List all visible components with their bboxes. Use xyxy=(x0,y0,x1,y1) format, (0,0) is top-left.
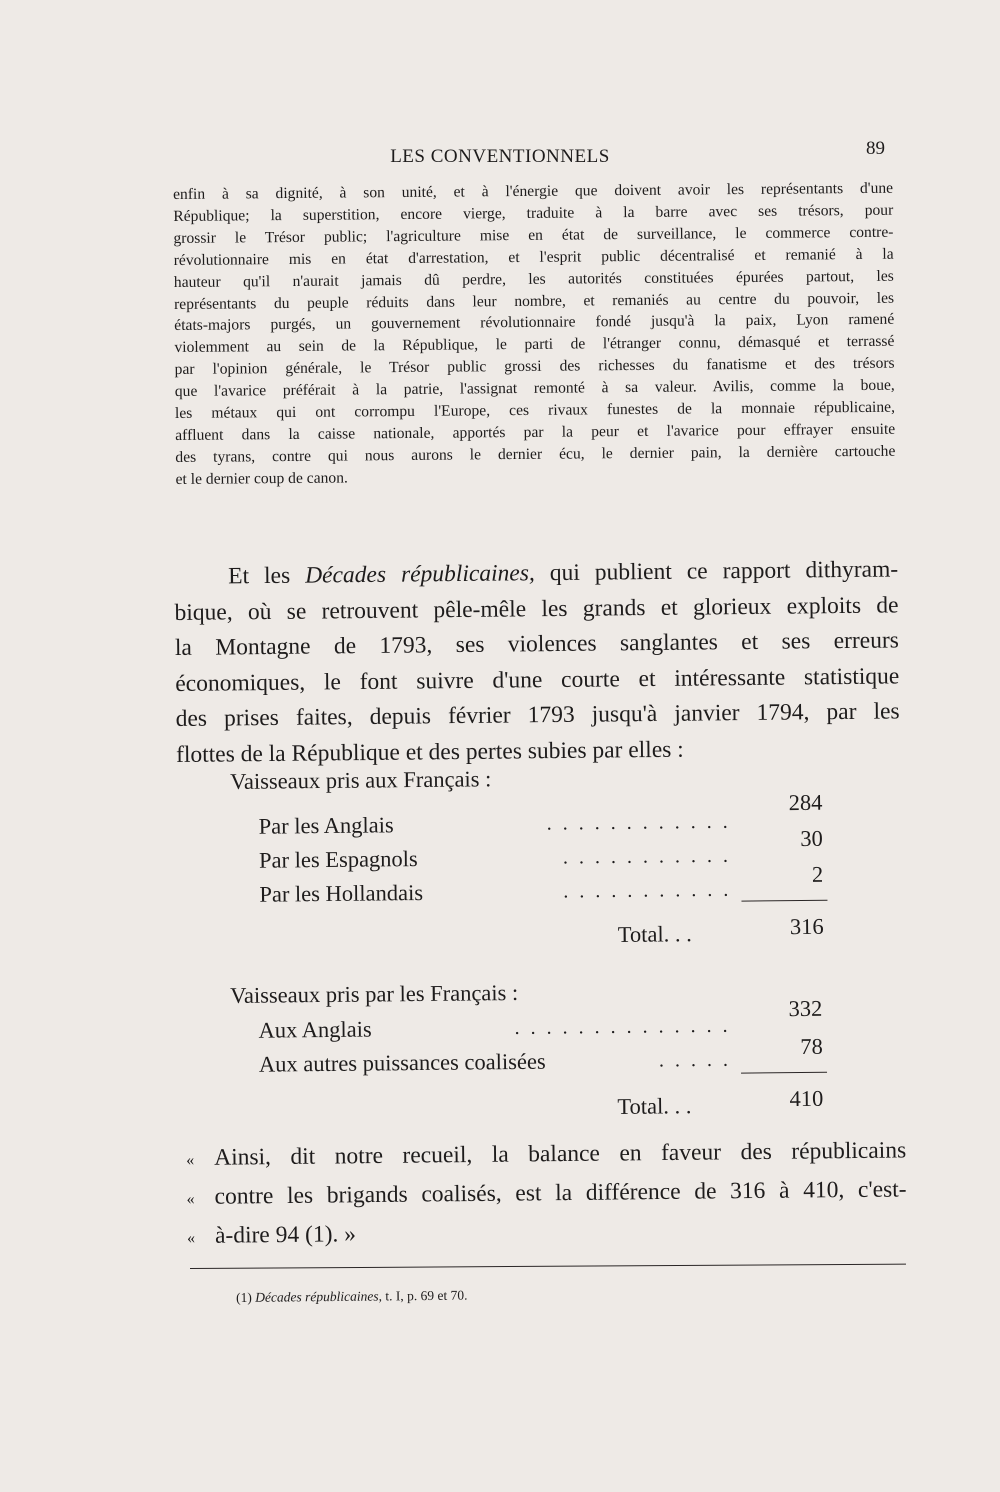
leader-dots: . . . . . . . . . . . xyxy=(563,878,732,903)
text-line: économiques, le font suivre d'une courte et intéressante statistique xyxy=(175,662,900,697)
text-line: flottes de la République et des pertes subies par elles : xyxy=(175,736,684,768)
row-value: 30 xyxy=(800,825,823,852)
text-line: violemment au sein de la République, le parti de l'étranger connu, démasqué et terrassé xyxy=(174,333,895,357)
row-value: 78 xyxy=(800,1033,823,1060)
table-row xyxy=(231,861,871,912)
text-line: révolutionnaire mis en état d'arrestation, et l'esprit public décentralisé et remanié à la xyxy=(173,245,894,269)
table-heading: Vaisseaux pris aux Français : xyxy=(230,766,492,794)
text-line: représentants du peuple réduits dans leur nombre, et remaniés au centre du pouvoir, les xyxy=(173,289,895,313)
row-label: Par les Anglais xyxy=(258,812,394,839)
text-line: enfin à sa dignité, à son unité, et à l'énergie que doivent avoir les représentants d'une xyxy=(173,179,894,203)
leader-dots: . . . . . . . . . . . xyxy=(562,844,732,869)
text-line: République; la superstition, encore vierge, traduite à la barre avec ses trésors, pour xyxy=(173,201,894,225)
text-line: par l'opinion générale, le Trésor public grossi des richesses du fanatisme et des trésors xyxy=(174,354,895,379)
text-line: les métaux qui ont corrompu l'Europe, ces rivaux funestes de la monnaie républicaine, xyxy=(174,398,896,423)
row-label: Par les Hollandais xyxy=(259,879,424,907)
total-value: 410 xyxy=(789,1085,824,1112)
total-label: Total. . . xyxy=(617,1093,692,1119)
table-heading: Vaisseaux pris par les Français : xyxy=(230,979,519,1008)
text-line: des tyrans, contre qui nous aurons le dernier écu, le dernier pain, la dernière cartouche xyxy=(175,442,896,466)
footnote-marker: (1) xyxy=(236,1289,252,1305)
text-line: états-majors purgés, un gouvernement révolutionnaire fondé jusqu'à la paix, Lyon ramené xyxy=(174,311,895,335)
main-paragraph xyxy=(174,552,900,773)
total-label: Total. . . xyxy=(617,921,692,947)
text-line: « Ainsi, dit notre recueil, la balance en faveur des républicains xyxy=(186,1132,906,1179)
footnote-divider xyxy=(190,1264,906,1269)
table-row xyxy=(231,1033,871,1082)
quote-mark: « xyxy=(186,1190,195,1208)
total-value: 316 xyxy=(789,913,824,940)
total-row xyxy=(231,1087,871,1128)
leader-dots: . . . . . . . . . . . . . . xyxy=(514,1014,731,1040)
text-line: « à-dire 94 (1). » xyxy=(187,1210,907,1257)
leader-dots: . . . . . xyxy=(658,1048,731,1072)
sum-rule xyxy=(741,900,827,902)
footnote-source-title: Décades républicaines, xyxy=(255,1288,382,1305)
running-title: LES CONVENTIONNELS xyxy=(390,146,610,167)
row-value: 2 xyxy=(811,861,824,887)
page-number: 89 xyxy=(866,138,885,159)
italic-title: Décades républicaines, xyxy=(305,560,535,589)
footnote-reference: t. I, p. 69 et 70. xyxy=(381,1287,468,1304)
text-line: « contre les brigands coalisés, est la différence de 316 à 410, c'est- xyxy=(186,1171,906,1218)
text-line: que l'avarice préférait à la patrie, l'assignat remonté à sa valeur. Avilis, comme la boue, xyxy=(174,376,895,401)
text-line: grossir le Trésor public; l'agriculture mise en état de surveillance, le commerce contre- xyxy=(173,223,894,247)
row-label: Par les Espagnols xyxy=(258,846,418,873)
row-value: 284 xyxy=(788,789,823,816)
text-line: affluent dans la caisse nationale, apportés par la peur et l'avarice pour effrayer ensuite xyxy=(175,420,896,444)
quote-mark: « xyxy=(186,1151,195,1169)
sum-rule xyxy=(741,1072,827,1074)
footnote xyxy=(236,1288,467,1306)
quote-mark: « xyxy=(186,1229,196,1247)
quoted-report-text xyxy=(173,178,896,491)
ships-taken-from-french-table xyxy=(230,757,872,956)
closing-quote xyxy=(186,1132,907,1257)
leader-dots: . . . . . . . . . . . . xyxy=(546,810,731,835)
row-label: Aux autres puissances coalisées xyxy=(258,1048,546,1077)
text-line: la Montagne de 1793, ses violences sanglantes et ses erreurs xyxy=(174,627,900,661)
text-line: hauteur qu'il n'aurait jamais dû perdre, les autorités constituées épurées partout, les xyxy=(173,267,894,291)
row-label: Aux Anglais xyxy=(258,1016,372,1043)
text-line: et le dernier coup de canon. xyxy=(175,469,348,488)
ships-taken-by-french-table xyxy=(230,971,872,1128)
text-line: des prises faites, depuis février 1793 jusqu'à janvier 1794, par les xyxy=(175,698,900,732)
row-value: 332 xyxy=(788,995,823,1022)
text-line: Et les Décades républicaines, qui publient ce rapport dithyram- xyxy=(228,556,899,590)
text-line: bique, où se retrouvent pêle-mêle les grands et glorieux exploits de xyxy=(174,591,899,626)
total-row xyxy=(232,915,872,956)
